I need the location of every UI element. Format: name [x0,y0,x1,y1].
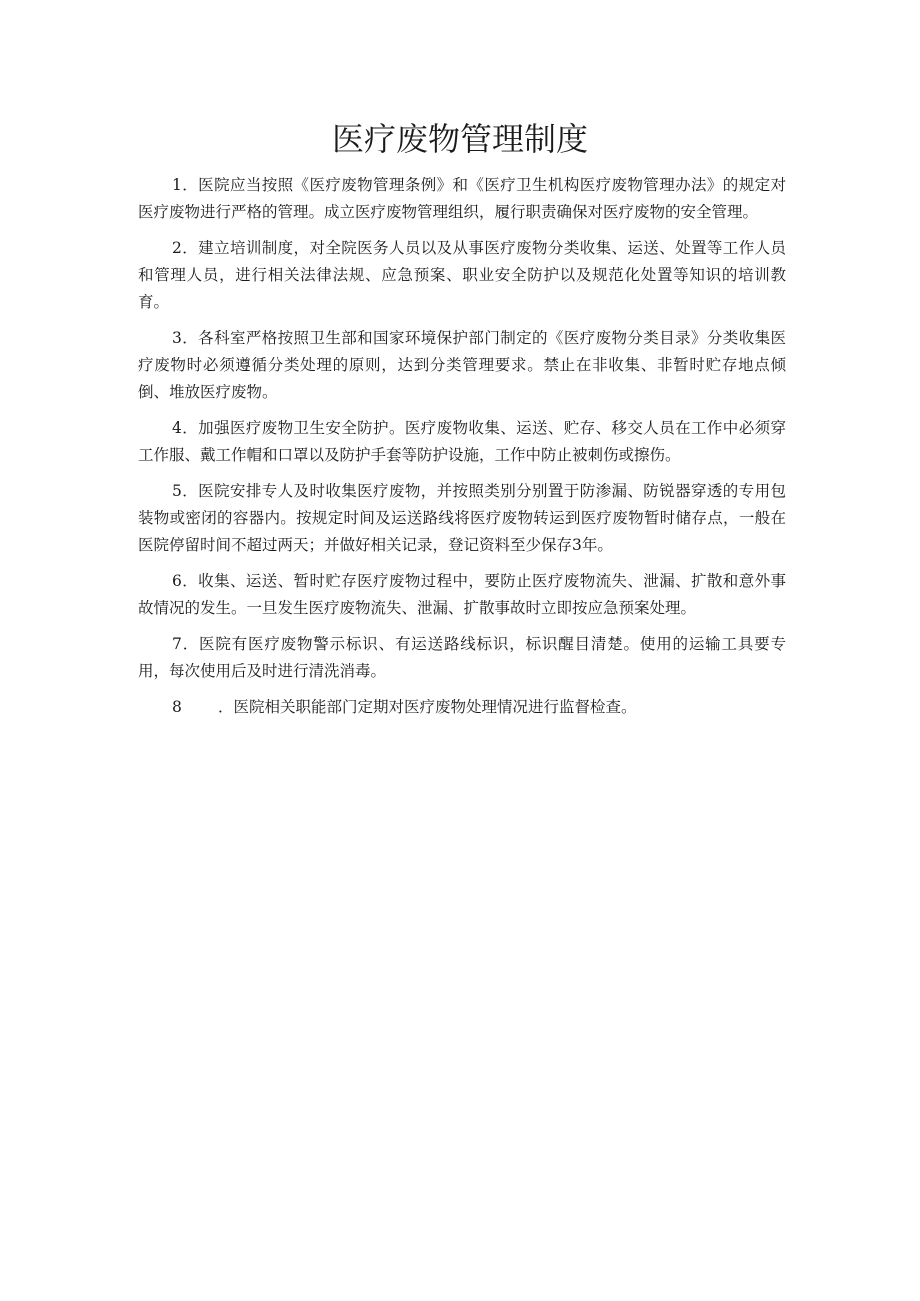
regulation-item-6 [138,568,786,622]
item-number: 6 [172,572,182,590]
item-number: 4 [172,419,182,437]
document-title: 医疗废物管理制度 [331,120,588,158]
item-text: ．收集、运送、暂时贮存医疗废物过程中，要防止医疗废物流失、泄漏、扩散和意外事故情况的发生。一旦发生医疗废物流失、泄漏、扩散事故时立即按应急预案处理。 [138,572,786,617]
regulation-item-1 [138,172,786,226]
regulation-item-3 [138,325,786,406]
regulation-item-4 [138,415,786,469]
item-number: 2 [172,239,182,257]
item-number: 3 [172,329,182,347]
item-number: 8 [172,698,182,716]
regulation-item-8 [138,694,786,721]
item-number: 5 [172,482,182,500]
item-text: ．建立培训制度，对全院医务人员以及从事医疗废物分类收集、运送、处置等工作人员和管理人员，进行相关法律法规、应急预案、职业安全防护以及规范化处置等知识的培训教育。 [138,239,786,311]
regulation-item-5 [138,478,786,559]
item-number: 7 [172,635,182,653]
regulation-item-2 [138,235,786,316]
item-text: ．医院应当按照《医疗废物管理条例》和《医疗卫生机构医疗废物管理办法》的规定对医疗废物进行严格的管理。成立医疗废物管理组织，履行职责确保对医疗废物的安全管理。 [138,176,786,221]
item-text: ．医院有医疗废物警示标识、有运送路线标识，标识醒目清楚。使用的运输工具要专用，每次使用后及时进行清洗消毒。 [138,635,786,680]
regulation-list [138,172,786,730]
item-text: ．医院安排专人及时收集医疗废物，并按照类别分别置于防渗漏、防锐器穿透的专用包装物或密闭的容器内。按规定时间及运送路线将医疗废物转运到医疗废物暂时储存点，一般在医院停留时间不超过两天；并做好相关记录，登记资料至少保存3年。 [138,482,786,554]
item-text: ．加强医疗废物卫生安全防护。医疗废物收集、运送、贮存、移交人员在工作中必须穿工作服、戴工作帽和口罩以及防护手套等防护设施，工作中防止被刺伤或擦伤。 [138,419,786,464]
item-text: ．医院相关职能部门定期对医疗废物处理情况进行监督检查。 [218,698,637,716]
item-number: 1 [172,176,182,194]
regulation-item-7 [138,631,786,685]
item-text: ．各科室严格按照卫生部和国家环境保护部门制定的《医疗废物分类目录》分类收集医疗废物时必须遵循分类处理的原则，达到分类管理要求。禁止在非收集、非暂时贮存地点倾倒、堆放医疗废物。 [138,329,786,401]
